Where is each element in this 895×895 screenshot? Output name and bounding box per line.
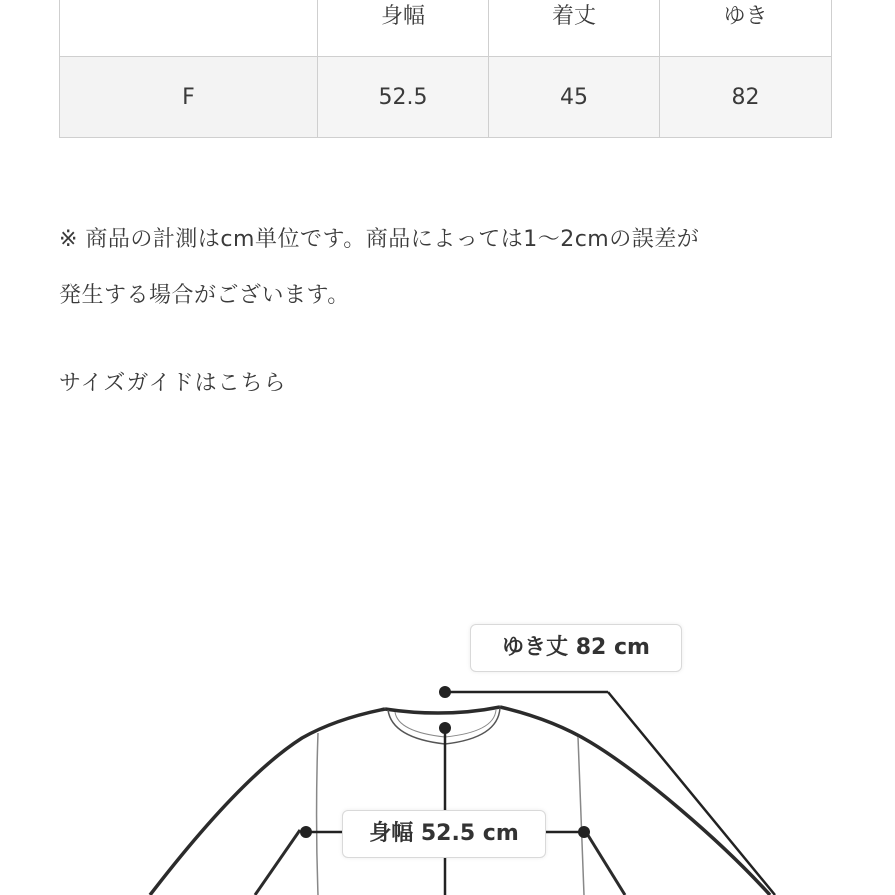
header-empty: [60, 0, 318, 57]
note-line-2: 発生する場合がございます。: [59, 283, 350, 308]
width-measure-dot-right: [578, 826, 590, 838]
width-label: 身幅 52.5 cm: [342, 810, 546, 858]
length-measure-dot: [439, 722, 451, 734]
yuki-value: 82: [660, 57, 832, 138]
size-guide-link[interactable]: サイズガイドはこちら: [59, 371, 287, 396]
mihaba-value: 52.5: [318, 57, 489, 138]
sleeve-measure-dot: [439, 686, 451, 698]
table-row: [60, 57, 832, 138]
header-kitake: 着丈: [489, 0, 660, 57]
shirt-outline: [150, 709, 385, 895]
header-mihaba: 身幅: [318, 0, 489, 57]
kitake-value: 45: [489, 57, 660, 138]
measurement-note: [59, 212, 849, 324]
note-line-1: ※ 商品の計測はcm単位です。商品によっては1〜2cmの誤差が: [59, 227, 700, 252]
sleeve-label: ゆき丈 82 cm: [470, 624, 682, 672]
table-header-row: [60, 0, 832, 57]
size-label: F: [60, 57, 318, 138]
header-yuki: ゆき: [660, 0, 832, 57]
size-table: [59, 0, 832, 138]
width-measure-dot-left: [300, 826, 312, 838]
